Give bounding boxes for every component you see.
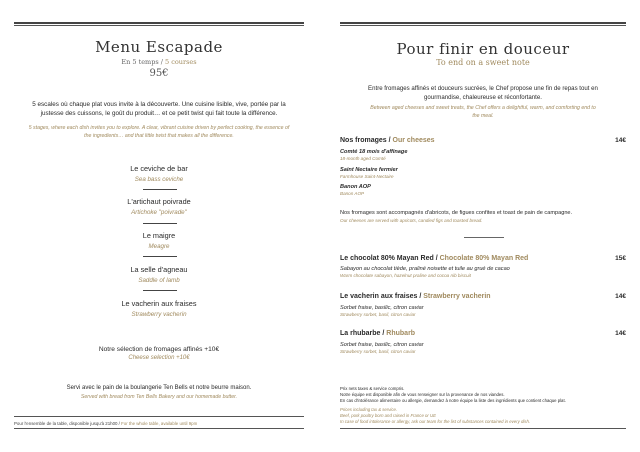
dessert-heading bbox=[340, 293, 626, 300]
legal-line: Prix nets taxes & service compris. bbox=[340, 386, 405, 391]
course-item bbox=[14, 265, 304, 284]
menu-subtitle: En 5 temps / 5 courses bbox=[121, 58, 197, 66]
dessert-intro-fr: Entre fromages affinés et douceurs sucrées, le Chef propose une fin de repas tout en gourmandise, chaleureuse et réconfortante. bbox=[368, 85, 598, 101]
bottom-rule bbox=[340, 428, 626, 429]
legal-line: Beef, pork poultry born and raised in France or UE bbox=[340, 413, 437, 418]
dessert-desc-fr: Sabayon au chocolat tiède, praliné noisette et tuile au grué de cacao bbox=[340, 266, 510, 272]
bread-note-fr: Servi avec le pain de la boulangerie Ten Bells et notre beurre maison. bbox=[66, 385, 252, 391]
course-name-en: Strawberry vacherin bbox=[131, 311, 187, 318]
item-name-fr: Banon AOP bbox=[340, 184, 371, 190]
cheese-supplement bbox=[14, 346, 304, 361]
course-name-en: Meagre bbox=[148, 243, 170, 250]
section-divider bbox=[464, 237, 504, 238]
dessert-subtitle: To end on a sweet note bbox=[436, 58, 530, 67]
cheese-note-fr: Nos fromages sont accompagnés d'abricots, de figues confites et toast de pain de campagne. bbox=[340, 210, 573, 216]
course-item bbox=[14, 164, 304, 183]
footer-rule bbox=[14, 416, 304, 417]
cheese-supplement-fr: Notre sélection de fromages affinés +10€ bbox=[98, 346, 220, 353]
cheese-item bbox=[340, 149, 626, 161]
cheese-item bbox=[340, 167, 626, 179]
cheese-section-heading bbox=[340, 137, 626, 144]
item-name-en: Banon AOP bbox=[340, 191, 365, 196]
legal-line: En cas d'intolérance alimentaire ou allergie, demandez à notre équipe la liste des ingrédients que contient chaque plat. bbox=[340, 398, 566, 403]
item-name-fr: Saint Nectaire fermier bbox=[340, 167, 398, 173]
course-divider bbox=[143, 189, 177, 190]
dessert-title-en: Chocolate 80% Mayan Red bbox=[439, 255, 529, 262]
dessert-price: 14€ bbox=[615, 293, 626, 300]
cheese-note-en: Our cheeses are served with apricots, candied figs and toasted bread. bbox=[340, 218, 483, 223]
dessert-heading bbox=[340, 330, 626, 337]
bottom-rule bbox=[14, 428, 304, 429]
course-name-en: Sea bass ceviche bbox=[134, 176, 184, 183]
item-name-en: Farmhouse Saint-Nectaire bbox=[340, 174, 394, 179]
course-divider bbox=[143, 223, 177, 224]
course-divider bbox=[143, 290, 177, 291]
dessert-title-en: Rhubarb bbox=[386, 330, 416, 337]
menu-title: Menu Escapade bbox=[95, 38, 223, 56]
course-divider bbox=[143, 256, 177, 257]
course-name-fr: L'artichaut poivrade bbox=[127, 197, 191, 206]
top-rule bbox=[340, 22, 626, 24]
dessert-desc-en: Strawberry sorbet, basil, citron caviar bbox=[340, 349, 416, 354]
cheese-item bbox=[340, 184, 626, 196]
dessert-title-fr: La rhubarbe / bbox=[340, 330, 387, 337]
menu-intro-en: 5 stages, where each dish invites you to explore. A clear, vibrant cuisine driven by perfect cooking, the essence of the ingredients… and that little twist that makes all the difference. bbox=[28, 125, 290, 139]
dessert-title-en: Strawberry vacherin bbox=[423, 293, 491, 300]
menu-price: 95€ bbox=[149, 68, 169, 79]
legal-line: Prices including tax & service. bbox=[340, 407, 398, 412]
course-name-fr: Le vacherin aux fraises bbox=[121, 299, 197, 308]
dessert-desc-fr: Sorbet fraise, basilic, citron caviar bbox=[340, 342, 424, 348]
item-name-fr: Comté 18 mois d'affinage bbox=[340, 149, 408, 155]
dessert-desc-fr: Sorbet fraise, basilic, citron caviar bbox=[340, 305, 424, 311]
dessert-desc-en: Warm chocolate sabayon, hazelnut praline and cocoa nib biscuit bbox=[340, 273, 471, 278]
dessert-intro-en: Between aged cheeses and sweet treats, the Chef offers a delightful, warm, and comforting end to the meal. bbox=[370, 105, 596, 119]
legal-notes-en bbox=[340, 407, 626, 425]
availability-note: Pour l'ensemble de la table, disponible jusqu'à 21h00 / For the whole table, available until 9pm bbox=[14, 421, 198, 426]
course-name-fr: La selle d'agneau bbox=[130, 265, 188, 274]
top-rule-thin bbox=[14, 25, 304, 26]
course-name-en: Artichoke "poivrade" bbox=[131, 209, 187, 216]
dessert-price: 15€ bbox=[615, 255, 626, 262]
cheese-supplement-en: Cheese selection +10€ bbox=[128, 355, 190, 361]
course-name-en: Saddle of lamb bbox=[138, 277, 180, 284]
dessert-page bbox=[340, 0, 626, 452]
legal-line: In case of food intolerance or allergy, ask our team for the list of substances contained in every dish. bbox=[340, 419, 531, 424]
legal-line: Notre équipe est disponible afin de vous renseigner sur la provenance de nos viandes. bbox=[340, 392, 505, 397]
bread-note-en: Served with bread from Ten Bells Bakery and our homemade butter. bbox=[80, 394, 238, 400]
dessert-title-fr: Le vacherin aux fraises / bbox=[340, 293, 424, 300]
top-rule bbox=[14, 22, 304, 24]
section-title-fr: Nos fromages / bbox=[340, 137, 393, 144]
dessert-description bbox=[340, 342, 626, 354]
course-item bbox=[14, 231, 304, 250]
dessert-title-fr: Le chocolat 80% Mayan Red / bbox=[340, 255, 440, 262]
course-item bbox=[14, 299, 304, 318]
dessert-desc-en: Strawberry sorbet, basil, citron caviar bbox=[340, 312, 416, 317]
menu-intro-fr: 5 escales où chaque plat vous invite à la découverte. Une cuisine lisible, vive, portée par la justesse des cuissons, le goût du produit… et ce petit twist qui fait toute la différence. bbox=[32, 101, 286, 117]
legal-notes-fr bbox=[340, 386, 626, 404]
dessert-title: Pour finir en douceur bbox=[396, 40, 570, 58]
dessert-price: 14€ bbox=[615, 330, 626, 337]
dessert-description bbox=[340, 266, 626, 278]
dessert-description bbox=[340, 305, 626, 317]
menu-escapade-page bbox=[14, 0, 304, 452]
section-title-en: Our cheeses bbox=[392, 137, 435, 144]
course-name-fr: Le ceviche de bar bbox=[130, 164, 188, 173]
course-name-fr: Le maigre bbox=[142, 231, 176, 240]
item-name-en: 18-month aged Comté bbox=[340, 156, 386, 161]
section-price: 14€ bbox=[615, 137, 626, 144]
course-item bbox=[14, 197, 304, 216]
dessert-heading bbox=[340, 255, 626, 262]
top-rule-thin bbox=[340, 25, 626, 26]
